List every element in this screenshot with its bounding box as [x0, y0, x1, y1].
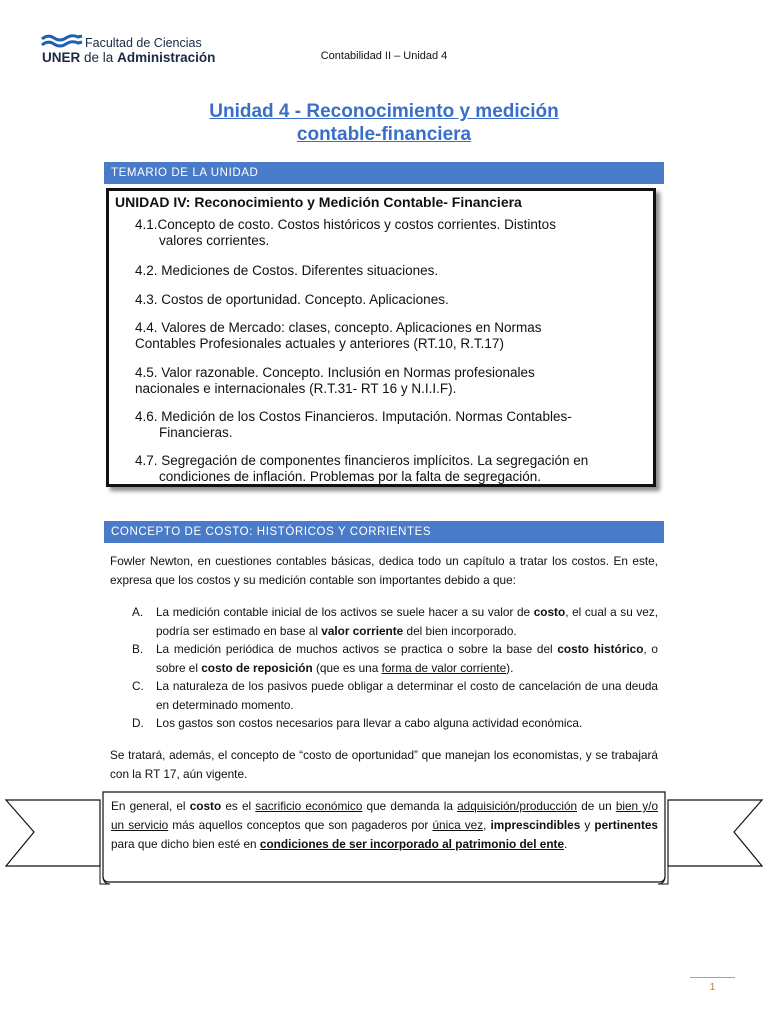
- logo-uner: UNER: [42, 50, 81, 65]
- list-item: B. La medición periódica de muchos activos se practica o sobre la base del costo histórico, o sobre el costo de reposición (que es una forma de valor corriente).: [132, 642, 658, 675]
- temario-item: 4.4. Valores de Mercado: clases, concepto. Aplicaciones en Normas Contables Profesionales actuales y anteriores (RT.10, R.T.17): [135, 320, 542, 351]
- temario-box: [106, 188, 656, 487]
- title-line2: contable-financiera: [296, 124, 472, 145]
- list-item: C. La naturaleza de los pasivos puede obligar a determinar el costo de cancelación de una deuda en determinado momento.: [132, 679, 658, 712]
- logo-line2-b: Administración: [117, 50, 216, 65]
- page-number-rule: [690, 977, 735, 978]
- logo-line2-a: de la: [84, 50, 114, 65]
- ribbon-left-tail: [6, 800, 100, 866]
- temario-item: 4.3. Costos de oportunidad. Concepto. Aplicaciones.: [135, 292, 449, 307]
- cost-definition: En general, el costo es el sacrificio económico que demanda la adquisición/producción de un bien y/o un servicio más aquellos conceptos que son pagaderos por única vez, imprescindibles y pertinentes para que dicho bien esté en condiciones de ser incorporado al patrimonio del ente.: [111, 799, 659, 851]
- logo-line1: Facultad de Ciencias: [85, 36, 202, 50]
- temario-heading: UNIDAD IV: Reconocimiento y Medición Contable- Financiera: [115, 194, 522, 210]
- temario-item: 4.5. Valor razonable. Concepto. Inclusión en Normas profesionales nacionales e internacionales (R.T.31- RT 16 y N.I.I.F).: [135, 365, 535, 396]
- reasons-list: [110, 603, 658, 733]
- waves-icon: [40, 33, 84, 49]
- section-concepto-bar: CONCEPTO DE COSTO: HISTÓRICOS Y CORRIENTES: [104, 521, 664, 543]
- list-item: A. La medición contable inicial de los activos se suele hacer a su valor de costo, el cual a su vez, podría ser estimado en base al valor corriente del bien incorporado.: [132, 605, 658, 638]
- list-item: D. Los gastos son costos necesarios para llevar a cabo alguna actividad económica.: [132, 716, 583, 730]
- temario-item: 4.1.Concepto de costo. Costos históricos y costos corrientes. Distintos valores corrientes.: [135, 217, 556, 248]
- page-number: 1: [709, 982, 716, 993]
- temario-item: 4.2. Mediciones de Costos. Diferentes situaciones.: [135, 263, 439, 278]
- temario-item: 4.6. Medición de los Costos Financieros. Imputación. Normas Contables- Financieras.: [135, 409, 572, 440]
- title-line1: Unidad 4 - Reconocimiento y medición: [209, 101, 559, 122]
- running-header: Contabilidad II – Unidad 4: [320, 50, 448, 62]
- section-temario-bar: TEMARIO DE LA UNIDAD: [104, 162, 664, 184]
- ribbon-right-tail: [668, 800, 762, 866]
- document-title: [150, 100, 618, 146]
- closing-paragraph: Se tratará, además, el concepto de “costo de oportunidad” que manejan los economistas, y se trabajará con la RT 17, aún vigente.: [110, 748, 658, 781]
- temario-item: 4.7. Segregación de componentes financieros implícitos. La segregación en condiciones de inflación. Problemas por la falta de segregación.: [135, 453, 589, 484]
- intro-paragraph: Fowler Newton, en cuestiones contables básicas, dedica todo un capítulo a tratar los costos. En este, expresa que los costos y su medición contable son importantes debido a que:: [110, 554, 658, 587]
